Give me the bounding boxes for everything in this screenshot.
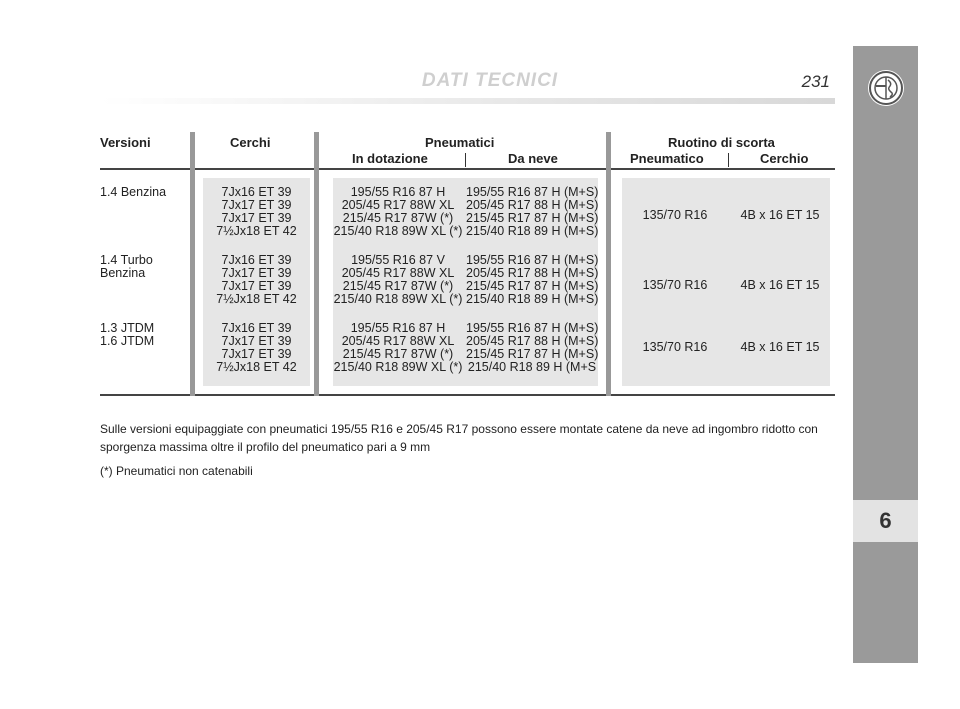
row-pneumatico: 135/70 R16 xyxy=(642,278,708,292)
row-da-neve: 195/55 R16 87 H (M+S) 205/45 R17 88 H (M+S) 215/45 R17 87 H (M+S) 215/40 R18 89 H (M+S) xyxy=(466,253,599,306)
table-bottom-rule xyxy=(100,394,835,396)
header-in-dotazione: In dotazione xyxy=(352,151,428,166)
column-divider xyxy=(190,132,195,396)
chapter-sidebar xyxy=(853,46,918,663)
row-in-dotazione: 195/55 R16 87 H 205/45 R17 88W XL 215/45 R17 87W (*) 215/40 R18 89W XL (*) xyxy=(333,185,463,238)
row-cerchio: 4B x 16 ET 15 xyxy=(740,340,820,354)
header-separator xyxy=(465,153,466,167)
row-cerchi: 7Jx16 ET 39 7Jx17 ET 39 7Jx17 ET 39 7½Jx18 ET 42 xyxy=(216,321,297,374)
column-divider xyxy=(314,132,319,396)
row-cerchi: 7Jx16 ET 39 7Jx17 ET 39 7Jx17 ET 39 7½Jx18 ET 42 xyxy=(216,253,297,306)
alfa-romeo-logo-icon xyxy=(868,70,904,106)
header-ruotino: Ruotino di scorta xyxy=(668,135,775,150)
row-cerchio: 4B x 16 ET 15 xyxy=(740,278,820,292)
header-pneumatico: Pneumatico xyxy=(630,151,704,166)
table-top-rule xyxy=(100,168,835,170)
header-rule xyxy=(100,98,835,104)
column-divider xyxy=(606,132,611,396)
header-separator xyxy=(728,153,729,167)
footnote: (*) Pneumatici non catenabili xyxy=(100,464,253,478)
header-da-neve: Da neve xyxy=(508,151,558,166)
row-in-dotazione: 195/55 R16 87 H 205/45 R17 88W XL 215/45 R17 87W (*) 215/40 R18 89W XL (*) xyxy=(333,321,463,374)
row-in-dotazione: 195/55 R16 87 V 205/45 R17 88W XL 215/45 R17 87W (*) 215/40 R18 89W XL (*) xyxy=(333,253,463,306)
row-da-neve: 195/55 R16 87 H (M+S) 205/45 R17 88 H (M+S) 215/45 R17 87 H (M+S) 215/40 R18 89 H (M+S xyxy=(466,321,599,374)
header-versioni: Versioni xyxy=(100,135,151,150)
row-da-neve: 195/55 R16 87 H (M+S) 205/45 R17 88 H (M+S) 215/45 R17 87 H (M+S) 215/40 R18 89 H (M+S) xyxy=(466,185,599,238)
row-versione: 1.4 Benzina xyxy=(100,185,167,199)
header-cerchio: Cerchio xyxy=(760,151,809,166)
notes-paragraph: Sulle versioni equipaggiate con pneumatici 195/55 R16 e 205/45 R17 possono essere montate catene da neve ad ingombro ridotto con sporgenza massima oltre il profilo del pneumatico pari a 9 mm xyxy=(100,422,818,454)
row-cerchio: 4B x 16 ET 15 xyxy=(740,208,820,222)
row-versione: 1.3 JTDM 1.6 JTDM xyxy=(100,321,155,348)
page-title: DATI TECNICI xyxy=(421,70,559,91)
chapter-tab[interactable]: 6 xyxy=(853,500,918,542)
row-pneumatico: 135/70 R16 xyxy=(642,208,708,222)
header-pneumatici: Pneumatici xyxy=(425,135,495,150)
row-versione: 1.4 Turbo Benzina xyxy=(100,253,153,280)
page-number: 231 xyxy=(801,72,830,91)
row-pneumatico: 135/70 R16 xyxy=(642,340,708,354)
row-cerchi: 7Jx16 ET 39 7Jx17 ET 39 7Jx17 ET 39 7½Jx18 ET 42 xyxy=(216,185,297,238)
header-cerchi: Cerchi xyxy=(230,135,271,150)
